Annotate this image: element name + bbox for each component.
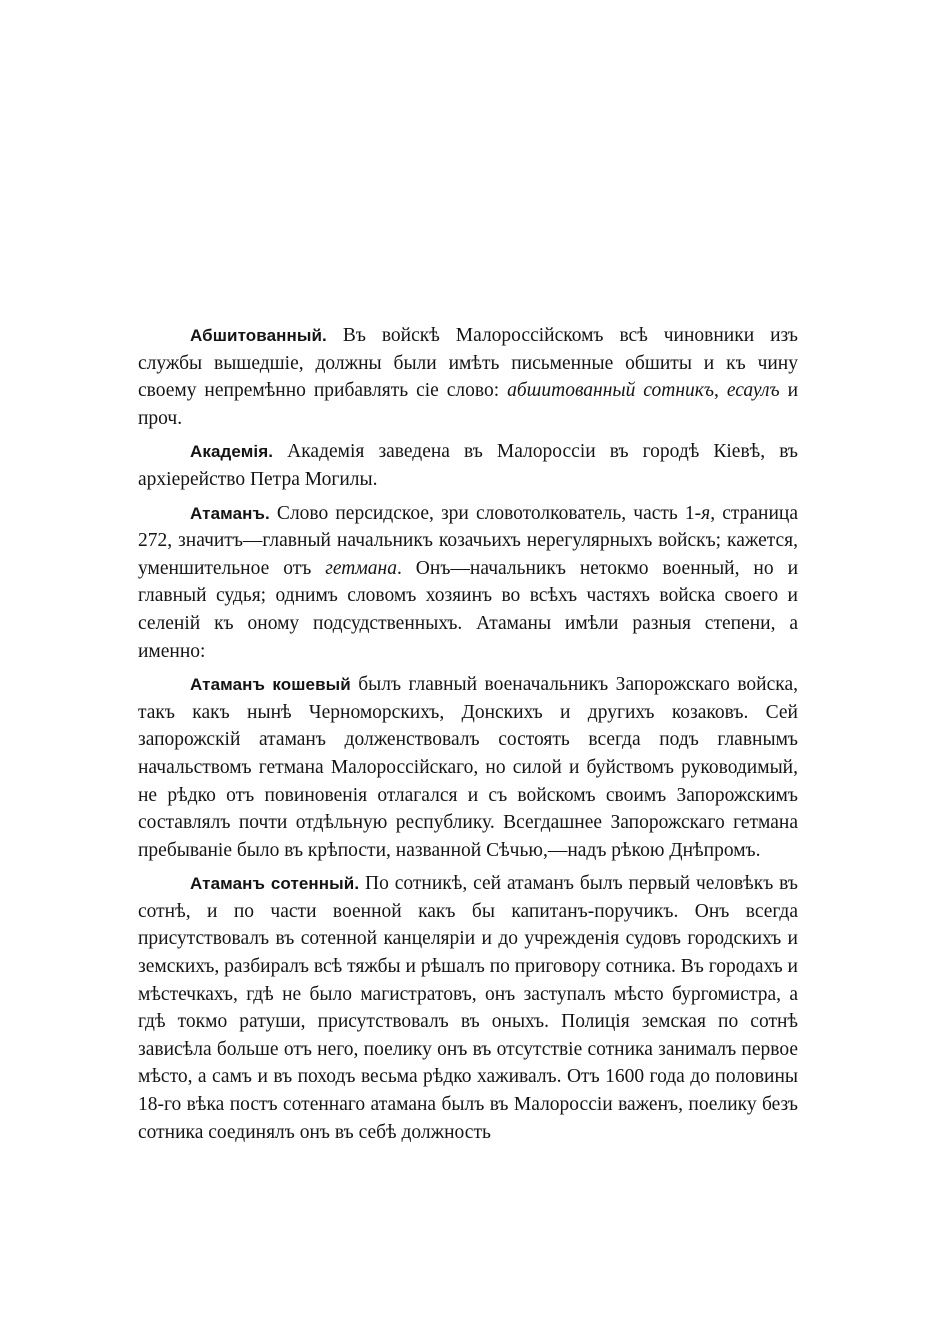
entry-text: По сотникѣ, сей атаманъ былъ первый человѣкъ въ сотнѣ, и по части военной какъ бы капитанъ-поручикъ. Онъ всегда присутствовалъ въ сотенной канцеляріи и до учрежденія судовъ городскихъ и земскихъ, разбиралъ всѣ тяжбы и рѣшалъ по приговору сотника. Въ городахъ и мѣстечкахъ, гдѣ не было магистратовъ, онъ заступалъ мѣсто бургомистра, а гдѣ токмо ратуши, присутствовалъ въ оныхъ. Полиція земская по сотнѣ зависѣла больше отъ него, поелику онъ въ отсутствіе сотника занималъ первое мѣсто, а самъ и въ походъ весьма рѣдко хаживалъ. Отъ 1600 года до половины 18-го вѣка постъ сотеннаго атамана былъ въ Малороссіи важенъ, поелику безъ сотника соединялъ онъ въ себѣ должность xyxy=(138,873,798,1143)
entry-text-italic: я xyxy=(701,502,711,524)
entry-akademiya xyxy=(138,438,798,493)
entry-ataman-sotenny xyxy=(138,870,798,1146)
entry-text: . Онъ—начальникъ нетокмо военный, но и главный судья; однимъ словомъ хозяинъ во всѣхъ частяхъ войска своего и селеній къ оному подсудственныхъ. Атаманы имѣли разныя степени, а именно: xyxy=(138,557,799,662)
entry-ataman-koshevy xyxy=(138,671,798,864)
entry-text: и проч. xyxy=(138,380,799,429)
entry-ataman xyxy=(138,500,798,666)
entry-term: Атаманъ кошевый xyxy=(190,675,351,695)
entry-text-italic: гетмана xyxy=(325,557,397,579)
entry-abshitovanny xyxy=(138,322,798,432)
entry-text: Въ войскѣ Малороссійскомъ всѣ чиновники изъ службы вышедшіе, должны были имѣть письменные обшиты и къ чину своему непремѣнно прибавлять сіе слово: xyxy=(138,325,798,402)
entry-text: , xyxy=(713,380,727,402)
entry-text: Слово персидское, зри словотолкователь, часть 1- xyxy=(269,502,702,524)
entry-term: Абшитованный. xyxy=(190,326,327,345)
page-body xyxy=(138,322,798,1152)
entry-text: Академія заведена въ Малороссіи въ городѣ Кіевѣ, въ архіерейство Петра Могилы. xyxy=(138,441,798,490)
entry-text-italic: абшитованный сотникъ xyxy=(507,380,714,402)
entry-text: , страница 272, значитъ—главный начальникъ козачьихъ нерегулярныхъ войскъ; кажется, уменшительное отъ xyxy=(138,502,798,579)
entry-term: Атаманъ. xyxy=(190,503,270,523)
entry-term: Атаманъ сотенный. xyxy=(190,874,360,894)
entry-term: Академія. xyxy=(190,442,274,462)
entry-text-italic: есаулъ xyxy=(726,380,780,402)
entry-text: былъ главный военачальникъ Запорожскаго войска, такъ какъ нынѣ Черноморскихъ, Донскихъ и другихъ козаковъ. Сей запорожскій атаманъ долженствовалъ состоять всегда подъ главнымъ начальствомъ гетмана Малороссійскаго, но силой и буйствомъ руководимый, не рѣдко отъ повиновенія отлагался и съ войскомъ своимъ Запорожскимъ составлялъ почти отдѣльную республику. Всегдашнее Запорожскаго гетмана пребываніе было въ крѣпости, названной Сѣчью,—надъ рѣкою Днѣпромъ. xyxy=(138,674,798,861)
